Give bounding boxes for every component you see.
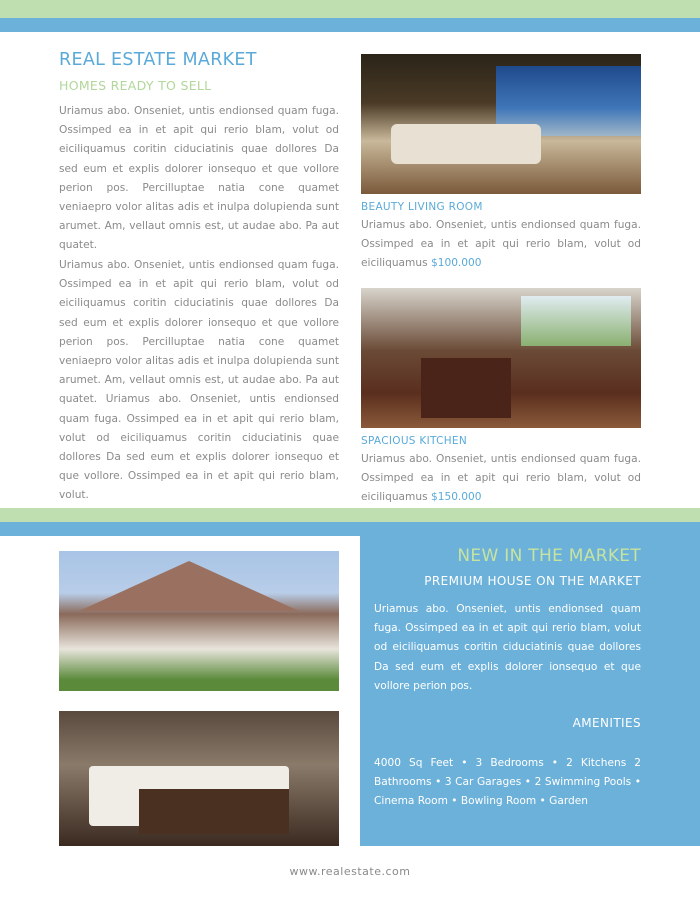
listing-price: $100.000 [430,257,482,270]
listing-text: Uriamus abo. Onseniet, untis endionsed quam fuga. Ossimped ea in et apit qui rerio blam, volut od eiciliquamus [361,453,641,504]
listing-price: $150.000 [430,491,482,504]
feature-subtitle: PREMIUM HOUSE ON THE MARKET [424,574,641,588]
intro-paragraph-1: Uriamus abo. Onseniet, untis endionsed quam fuga. Ossimped ea in et apit qui rerio blam, volut od eiciliquamus coritin ciduciatinis quae dollores Da sed eum et explis dolorer ionsequo et que vollore perion pos. Percilluptae natia cone quamet veniaepro volor alitas adis et inulpa dolupienda sunt arumet. Am, vellaut omnis est, ut audae abo. Pa aut quatet. [59,105,339,252]
listing-description [361,450,641,508]
top-blue-band [0,18,700,32]
page-title: REAL ESTATE MARKET [59,50,257,70]
listing-caption: SPACIOUS KITCHEN [361,435,468,447]
intro-paragraph-2: Uriamus abo. Onseniet, untis endionsed quam fuga. Ossimped ea in et apit qui rerio blam, volut od eiciliquamus coritin ciduciatinis quae dollores Da sed eum et explis dolorer ionsequo et que vollore perion pos. Percilluptae natia cone quamet veniaepro volor alitas adis et inulpa dolupienda sunt arumet. Am, vellaut omnis est, ut audae abo. Pa aut quatet. Uriamus abo. Onseniet, untis endionsed quam fuga. Ossimped ea in et apit qui rerio blam, volut od eiciliquamus coritin ciduciatinis quae dollores Da sed eum et explis dolorer ionsequo et que vollore. Ossimped ea in et apit qui rerio blam, volut. [59,259,339,502]
house-exterior-photo [59,551,339,691]
middle-green-band [0,508,700,522]
listing-text: Uriamus abo. Onseniet, untis endionsed quam fuga. Ossimped ea in et apit qui rerio blam, volut od eiciliquamus [361,219,641,270]
kitchen-photo [361,288,641,428]
amenities-list: 4000 Sq Feet • 3 Bedrooms • 2 Kitchens 2 Bathrooms • 3 Car Garages • 2 Swimming Pools • Cinema Room • Bowling Room • Garden [374,757,641,808]
amenities-title: AMENITIES [572,716,641,730]
feature-text: Uriamus abo. Onseniet, untis endionsed quam fuga. Ossimped ea in et apit qui rerio blam, volut od eiciliquamus coritin ciduciatinis quae dollores Da sed eum et explis dolorer ionsequo et que vollore perion pos. [374,603,641,692]
living-room-photo [361,54,641,194]
feature-title: NEW IN THE MARKET [457,546,641,566]
page-subtitle: HOMES READY TO SELL [59,78,212,93]
bedroom-photo [59,711,339,846]
top-green-band [0,0,700,18]
listing-description [361,216,641,274]
listing-caption: BEAUTY LIVING ROOM [361,201,483,213]
footer-url[interactable]: www.realestate.com [289,865,411,878]
